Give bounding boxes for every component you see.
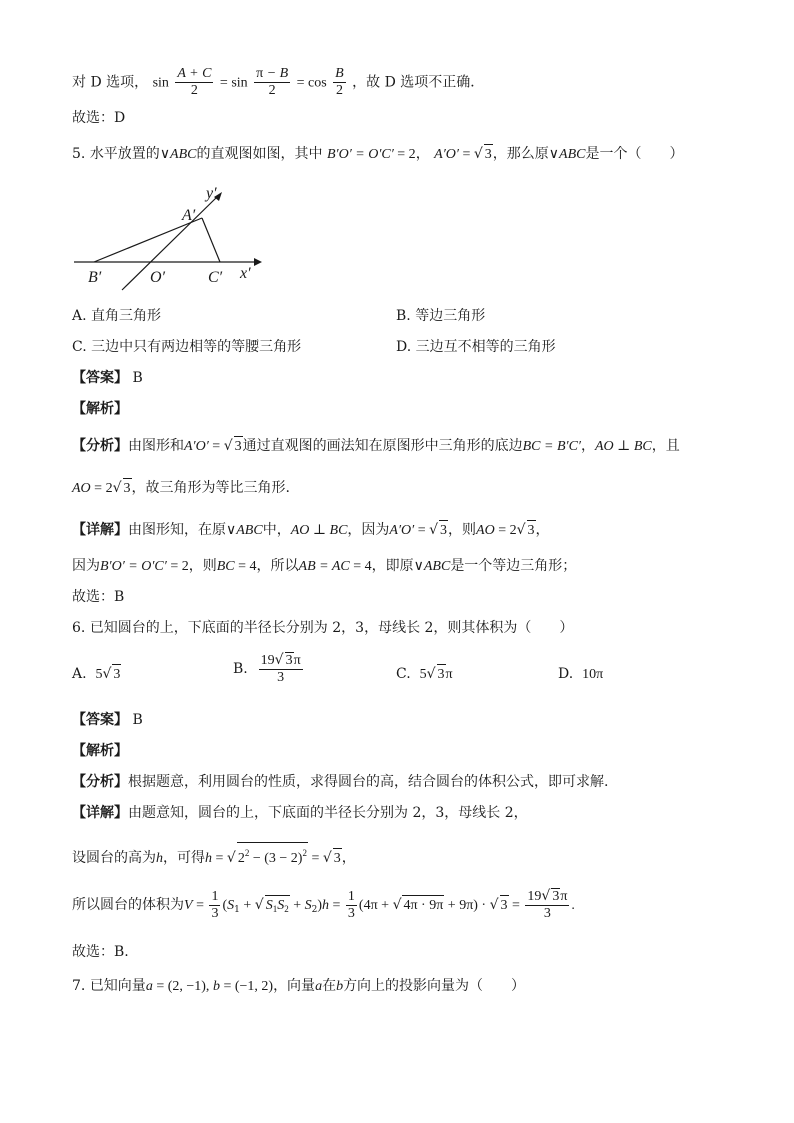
- intuitive-diagram: [70, 178, 270, 296]
- q5-option-d: D. 三边互不相等的三角形: [396, 339, 556, 355]
- q5-option-a: A. 直角三角形: [72, 308, 162, 324]
- label-b: B′: [88, 269, 102, 286]
- q6-option-d: D. 10π: [558, 666, 604, 682]
- label-o: O′: [150, 269, 166, 286]
- x-axis-arrow: [254, 258, 262, 266]
- choice-6: 故选：B.: [72, 944, 129, 960]
- text: ，故 D 选项不正确．: [352, 74, 485, 91]
- label-x: x′: [240, 265, 251, 282]
- question-6: 6. 已知圆台的上，下底面的半径长分别为 2，3，母线长 2，则其体积为（ ）: [72, 620, 574, 636]
- y-axis: [122, 196, 218, 290]
- label-c: C′: [208, 269, 223, 286]
- analysis-5-cont: AO = 2√ 3，故三角形为等比三角形.: [72, 478, 290, 499]
- q5-option-b: B. 等边三角形: [396, 308, 486, 324]
- option-d-analysis: 对 D 选项， sin $\frac{A + C}{2}$ = sin $\frac{\pi - B}{2}$ = cos $\frac{B}{2}$ ，故 D 选项不正确．: [72, 66, 485, 98]
- detail-6: 【详解】由题意知，圆台的上，下底面的半径长分别为 2，3，母线长 2，: [72, 805, 528, 821]
- q6-option-b: B. $\frac{19√ 3\pi}{3}$: [233, 652, 301, 685]
- question-7: 7. 已知向量a = (2, −1), b = (−1, 2)，向量a在b方向上的投影向量为（ ）: [72, 978, 526, 994]
- choice-5: 故选：B: [72, 589, 125, 605]
- label-y: y′: [206, 185, 217, 202]
- analysis-6: 【分析】根据题意，利用圆台的性质，求得圆台的高，结合圆台的体积公式，即可求解.: [72, 774, 609, 790]
- question-5: 5. 水平放置的∨ABC的直观图如图，其中 B′O′ = O′C′ = 2， A′O′ = √ 3，那么原∨ABC是一个（ ）: [72, 144, 683, 165]
- label-a: A′: [182, 207, 196, 224]
- analysis-6-title: 【解析】: [72, 743, 128, 759]
- text: 对 D 选项，: [72, 74, 149, 91]
- answer-6: 【答案】 B: [72, 712, 143, 728]
- analysis-5-title: 【解析】: [72, 401, 128, 417]
- answer-5: 【答案】 B: [72, 370, 143, 386]
- q6-option-c: C. 5√ 3π: [396, 664, 453, 685]
- q5-option-c: C. 三边中只有两边相等的等腰三角形: [72, 339, 302, 355]
- segment-ba: [94, 218, 202, 262]
- segment-ac: [202, 218, 220, 262]
- detail-6-volume: 所以圆台的体积为V = $\frac{1}{3}$ ($S_1$ + √ $S_1S_2 + S_2)h$ = $\frac{1}{3}$ (4π + √ 4π · 9π + 9π) · √ 3 = $\frac{19√ 3\pi}{3}$ .: [72, 888, 575, 921]
- q6-option-a: A. 5√ 3: [72, 664, 121, 685]
- detail-5-cont: 因为B′O′ = O′C′ = 2，则BC = 4，所以AB = AC = 4，即原∨ABC是一个等边三角形；: [72, 558, 577, 574]
- detail-5: 【详解】由图形知，在原∨ABC中，AO ⊥ BC，因为A′O′ = √ 3，则AO = 2√ 3，: [72, 520, 550, 541]
- choice-line: 故选：D: [72, 110, 126, 126]
- detail-6-height: 设圆台的高为h，可得h = √ $2^2 - (3 - 2)^2$ = √ 3，: [72, 842, 356, 869]
- analysis-5: 【分析】由图形和A′O′ = √ 3通过直观图的画法知在原图形中三角形的底边BC = B′C′，AO ⊥ BC，且: [72, 436, 680, 457]
